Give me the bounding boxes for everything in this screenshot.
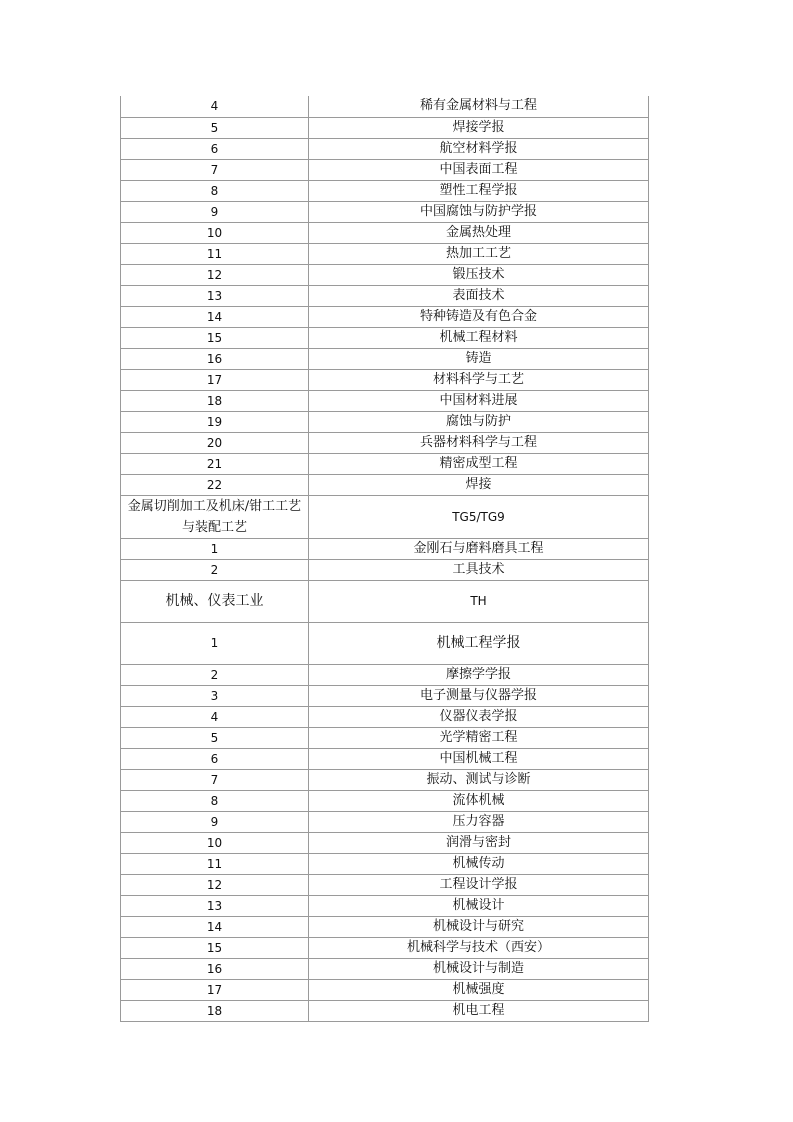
row-number: 13 (121, 895, 309, 916)
table-row (121, 159, 649, 180)
journal-title: 中国机械工程 (309, 748, 649, 769)
journal-title: 压力容器 (309, 811, 649, 832)
table-row (121, 853, 649, 874)
row-number: 7 (121, 159, 309, 180)
table-row (121, 369, 649, 390)
row-number: 1 (121, 622, 309, 664)
journal-title: 精密成型工程 (309, 453, 649, 474)
journal-title: 电子测量与仪器学报 (309, 685, 649, 706)
table-row (121, 453, 649, 474)
row-number: 22 (121, 474, 309, 495)
table-row (121, 622, 649, 664)
journal-title: 材料科学与工艺 (309, 369, 649, 390)
table-row (121, 432, 649, 453)
row-number: 10 (121, 222, 309, 243)
table-row (121, 264, 649, 285)
row-number: 11 (121, 243, 309, 264)
table-row (121, 390, 649, 411)
journal-title: 稀有金属材料与工程 (309, 96, 649, 117)
category-name: 金属切削加工及机床/钳工工艺与装配工艺 (121, 495, 309, 538)
row-number: 6 (121, 138, 309, 159)
journal-title: 光学精密工程 (309, 727, 649, 748)
journal-title: 工具技术 (309, 559, 649, 580)
row-number: 18 (121, 1000, 309, 1021)
table-row (121, 222, 649, 243)
row-number: 15 (121, 327, 309, 348)
journal-title: 中国腐蚀与防护学报 (309, 201, 649, 222)
table-row (121, 201, 649, 222)
row-number: 4 (121, 706, 309, 727)
row-number: 17 (121, 979, 309, 1000)
journal-title: 塑性工程学报 (309, 180, 649, 201)
row-number: 9 (121, 201, 309, 222)
row-number: 14 (121, 306, 309, 327)
table-row (121, 727, 649, 748)
category-row (121, 495, 649, 538)
row-number: 6 (121, 748, 309, 769)
table-row (121, 559, 649, 580)
row-number: 17 (121, 369, 309, 390)
table-row (121, 411, 649, 432)
table-row (121, 664, 649, 685)
table-row (121, 117, 649, 138)
journal-title: 表面技术 (309, 285, 649, 306)
table-row (121, 706, 649, 727)
journal-title: 航空材料学报 (309, 138, 649, 159)
table-row (121, 811, 649, 832)
journal-title: 锻压技术 (309, 264, 649, 285)
journal-title: 兵器材料科学与工程 (309, 432, 649, 453)
row-number: 5 (121, 727, 309, 748)
journal-title: 振动、测试与诊断 (309, 769, 649, 790)
journal-title: 机械传动 (309, 853, 649, 874)
table-row (121, 916, 649, 937)
table-row (121, 538, 649, 559)
journal-title: 机械工程学报 (309, 622, 649, 664)
row-number: 20 (121, 432, 309, 453)
journal-title: 机械强度 (309, 979, 649, 1000)
row-number: 12 (121, 264, 309, 285)
journal-title: 中国材料进展 (309, 390, 649, 411)
journal-table (120, 96, 649, 1022)
journal-title: 润滑与密封 (309, 832, 649, 853)
row-number: 18 (121, 390, 309, 411)
journal-title: 金刚石与磨料磨具工程 (309, 538, 649, 559)
row-number: 2 (121, 559, 309, 580)
row-number: 15 (121, 937, 309, 958)
journal-title: 机械设计与研究 (309, 916, 649, 937)
journal-title: 中国表面工程 (309, 159, 649, 180)
row-number: 14 (121, 916, 309, 937)
table-row (121, 285, 649, 306)
table-row (121, 958, 649, 979)
journal-title: 摩擦学学报 (309, 664, 649, 685)
row-number: 3 (121, 685, 309, 706)
journal-title: 机械科学与技术（西安） (309, 937, 649, 958)
journal-title: 机械设计与制造 (309, 958, 649, 979)
row-number: 11 (121, 853, 309, 874)
table-row (121, 979, 649, 1000)
table-row (121, 180, 649, 201)
journal-title: 金属热处理 (309, 222, 649, 243)
journal-title: 热加工工艺 (309, 243, 649, 264)
table-row (121, 1000, 649, 1021)
category-code: TG5/TG9 (309, 495, 649, 538)
row-number: 16 (121, 348, 309, 369)
table-row (121, 685, 649, 706)
table-row (121, 832, 649, 853)
row-number: 12 (121, 874, 309, 895)
table-row (121, 243, 649, 264)
journal-title: 机械工程材料 (309, 327, 649, 348)
journal-title: 铸造 (309, 348, 649, 369)
journal-title: 腐蚀与防护 (309, 411, 649, 432)
journal-title: 流体机械 (309, 790, 649, 811)
row-number: 13 (121, 285, 309, 306)
table-row (121, 937, 649, 958)
journal-title: 机电工程 (309, 1000, 649, 1021)
table-row (121, 306, 649, 327)
table-row (121, 895, 649, 916)
row-number: 2 (121, 664, 309, 685)
table-row (121, 748, 649, 769)
row-number: 5 (121, 117, 309, 138)
table-row (121, 769, 649, 790)
journal-title: 特种铸造及有色合金 (309, 306, 649, 327)
journal-title: 工程设计学报 (309, 874, 649, 895)
row-number: 1 (121, 538, 309, 559)
journal-title: 焊接 (309, 474, 649, 495)
row-number: 10 (121, 832, 309, 853)
row-number: 8 (121, 790, 309, 811)
table-row (121, 348, 649, 369)
table-row (121, 96, 649, 117)
category-row (121, 580, 649, 622)
journal-title: 仪器仪表学报 (309, 706, 649, 727)
row-number: 7 (121, 769, 309, 790)
category-code: TH (309, 580, 649, 622)
journal-title: 机械设计 (309, 895, 649, 916)
row-number: 9 (121, 811, 309, 832)
table-row (121, 790, 649, 811)
table-row (121, 138, 649, 159)
row-number: 16 (121, 958, 309, 979)
category-name: 机械、仪表工业 (121, 580, 309, 622)
row-number: 4 (121, 96, 309, 117)
table-row (121, 474, 649, 495)
row-number: 8 (121, 180, 309, 201)
journal-title: 焊接学报 (309, 117, 649, 138)
row-number: 19 (121, 411, 309, 432)
row-number: 21 (121, 453, 309, 474)
table-row (121, 874, 649, 895)
table-row (121, 327, 649, 348)
